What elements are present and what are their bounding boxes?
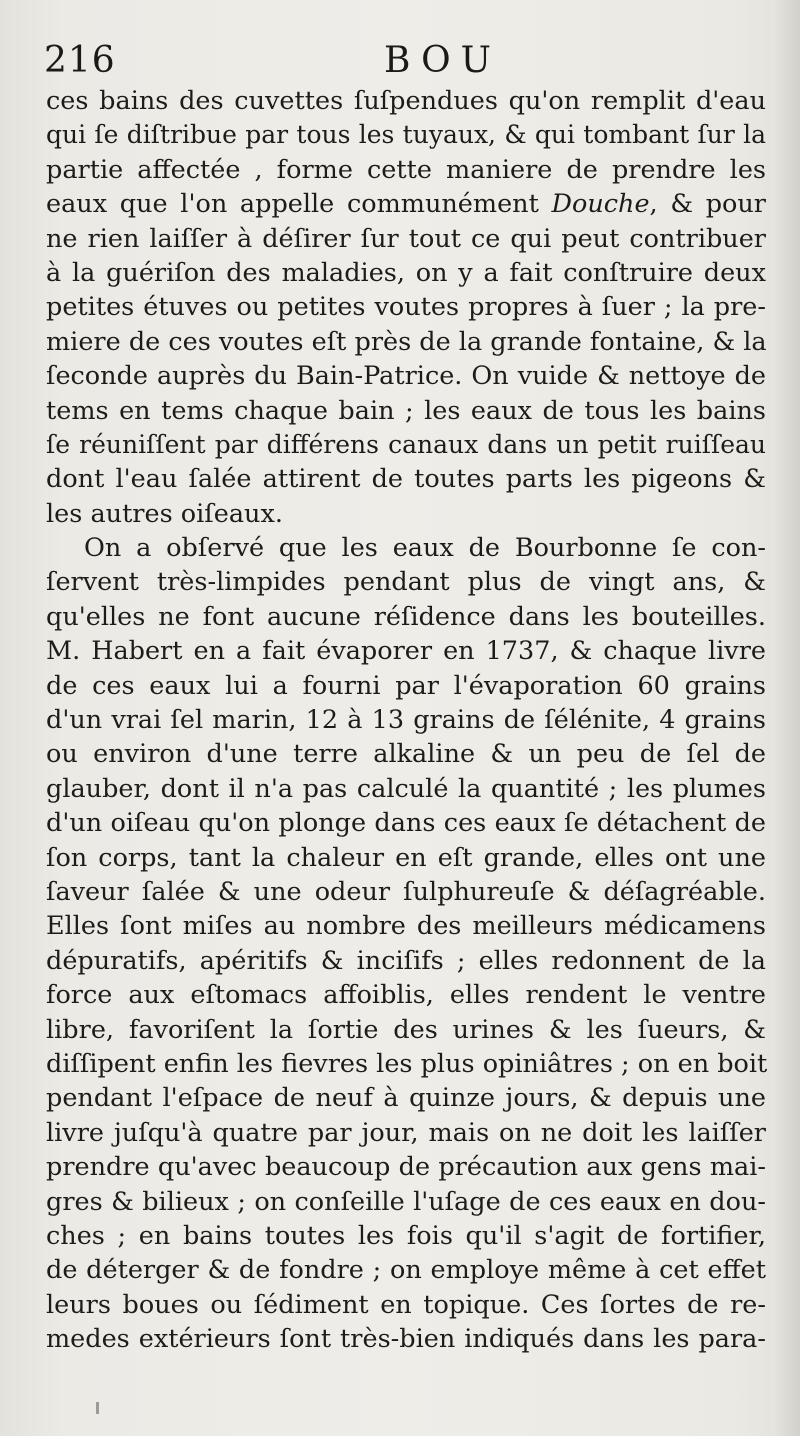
text-line: ſaveur ſalée & une odeur ſulphureuſe & déſagréable. (46, 876, 766, 907)
text-line: Elles ſont miſes au nombre des meilleurs médicamens (46, 911, 766, 942)
text-line: à la guériſon des maladies, on y a fait conſtruire deux (46, 257, 766, 288)
text-line: pendant l'eſpace de neuf à quinze jours, & depuis une (46, 1083, 766, 1114)
text-line: ſeconde auprès du Bain-Patrice. On vuide & nettoye de (46, 361, 766, 392)
text-line: dépuratifs, apéritifs & inciſifs ; elles redonnent de la (46, 945, 766, 976)
text-line: ſervent très-limpides pendant plus de vingt ans, & (46, 567, 766, 598)
text-line: ou environ d'une terre alkaline & un peu de ſel de (46, 739, 766, 770)
emphasized-word: Douche (551, 189, 650, 220)
text-line: ces bains des cuvettes ſuſpendues qu'on remplit d'eau (46, 86, 766, 116)
text-line: ſe réuniſſent par différens canaux dans un petit ruiſſeau (46, 429, 766, 459)
text-line: M. Habert en a fait évaporer en 1737, & chaque livre (46, 636, 766, 667)
text-line: On a obſervé que les eaux de Bourbonne ſe con- (84, 533, 766, 564)
text-line: eaux que l'on appelle communément Douche, & pour (46, 189, 766, 220)
text-line: les autres oiſeaux. (46, 498, 283, 529)
paragraph-1 (46, 84, 766, 531)
text-line: d'un vrai ſel marin, 12 à 13 grains de ſélénite, 4 grains (46, 705, 766, 736)
text-line: miere de ces voutes eſt près de la grande fontaine, & la (46, 326, 767, 357)
text-line: libre, favoriſent la ſortie des urines & les ſueurs, & (46, 1014, 766, 1045)
text-line: tems en tems chaque bain ; les eaux de tous les bains (46, 395, 766, 426)
text-line: medes extérieurs ſont très-bien indiqués dans les para- (46, 1324, 766, 1355)
text-line: qui ſe diſtribue par tous les tuyaux, & qui tombant ſur la (46, 120, 766, 150)
text-line: gres & bilieux ; on conſeille l'uſage de ces eaux en dou- (46, 1186, 766, 1217)
paragraph-2 (46, 531, 766, 1356)
page-header (44, 36, 774, 86)
text-line: force aux eſtomacs affoiblis, elles rendent le ventre (46, 980, 766, 1011)
text-line: ches ; en bains toutes les fois qu'il s'agit de fortifier, (46, 1220, 766, 1251)
text-line: petites étuves ou petites voutes propres à ſuer ; la pre- (46, 292, 766, 323)
text-line: prendre qu'avec beaucoup de précaution aux gens mai- (46, 1152, 766, 1183)
print-mark (96, 1402, 99, 1414)
page-number: 216 (44, 40, 116, 81)
text-line: livre juſqu'à quatre par jour, mais on ne doit les laiſſer (46, 1117, 766, 1148)
text-line: ne rien laiſſer à déſirer ſur tout ce qui peut contribuer (46, 223, 766, 254)
text-line: ſon corps, tant la chaleur en eſt grande, elles ont une (46, 842, 766, 873)
text-line: de ces eaux lui a fourni par l'évaporation 60 grains (46, 670, 766, 701)
text-line: diſſipent enfin les fievres les plus opiniâtres ; on en boit (46, 1048, 768, 1079)
text-line: qu'elles ne font aucune réſidence dans les bouteilles. (46, 601, 766, 632)
text-line: glauber, dont il n'a pas calculé la quantité ; les plumes (46, 773, 766, 804)
page-edge-shadow (774, 0, 800, 1436)
text-line: d'un oiſeau qu'on plonge dans ces eaux ſe détachent de (46, 808, 766, 839)
text-line: de déterger & de fondre ; on employe même à cet effet (46, 1255, 766, 1286)
text-line: dont l'eau ſalée attirent de toutes parts les pigeons & (46, 464, 766, 495)
body-text (46, 84, 766, 1356)
text-line: leurs boues ou ſédiment en topique. Ces ſortes de re- (46, 1289, 766, 1320)
text-line: partie affectée , forme cette maniere de prendre les (46, 154, 766, 185)
running-head: BOU (384, 40, 501, 81)
